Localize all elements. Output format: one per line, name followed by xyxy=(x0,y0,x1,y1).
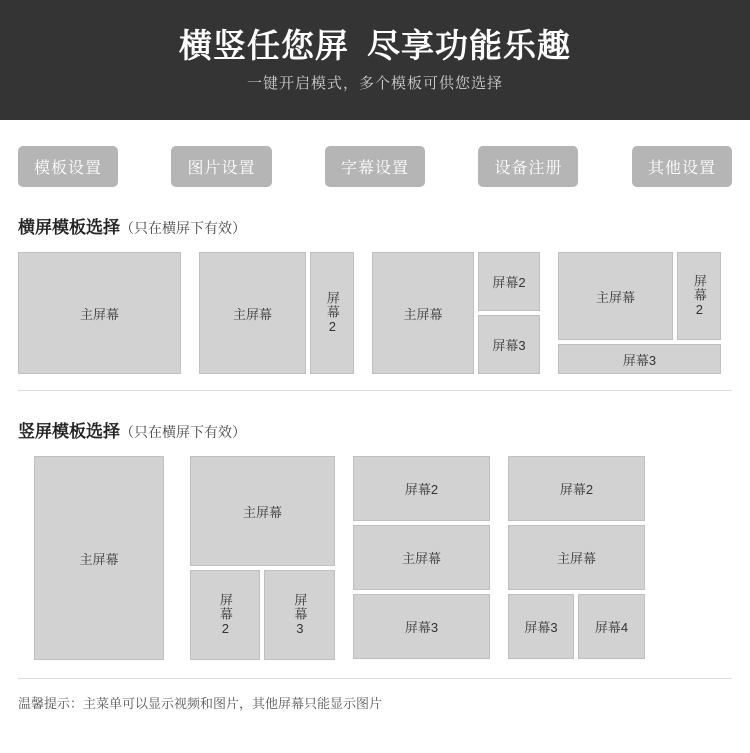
tip-text: 温馨提示：主菜单可以显示视频和图片，其他屏幕只能显示图片 xyxy=(18,696,383,711)
page-subtitle: 一键开启模式，多个模板可供您选择 xyxy=(246,75,503,92)
page-title xyxy=(179,29,571,62)
portrait-template-row xyxy=(18,456,732,660)
portrait-tpl2-screen2[interactable] xyxy=(190,570,260,660)
landscape-tpl2-screen2-label: 屏幕2 xyxy=(324,291,340,335)
portrait-tpl2-main[interactable]: 主屏幕 xyxy=(190,456,335,566)
landscape-template-2[interactable] xyxy=(199,252,354,374)
landscape-tpl4-screen3[interactable]: 屏幕3 xyxy=(558,344,721,374)
landscape-tpl2-screen2[interactable] xyxy=(310,252,354,374)
portrait-tpl3-screen2[interactable]: 屏幕2 xyxy=(353,456,490,521)
portrait-section xyxy=(0,417,750,712)
portrait-template-1[interactable] xyxy=(34,456,164,660)
page-header xyxy=(0,0,750,120)
portrait-tpl4-main[interactable]: 主屏幕 xyxy=(508,525,645,590)
tab-device-registration[interactable]: 设备注册 xyxy=(478,146,578,187)
landscape-template-4[interactable] xyxy=(558,252,721,374)
landscape-template-3[interactable] xyxy=(372,252,540,374)
portrait-tpl2-screen3-label: 屏幕3 xyxy=(292,593,308,637)
landscape-section-title xyxy=(18,213,732,238)
portrait-title-text: 竖屏模板选择 xyxy=(18,422,120,441)
landscape-tpl3-screen3[interactable]: 屏幕3 xyxy=(478,315,540,374)
portrait-section-title xyxy=(18,417,732,442)
portrait-tpl2-screen3[interactable] xyxy=(264,570,335,660)
landscape-tpl3-main[interactable]: 主屏幕 xyxy=(372,252,474,374)
bottom-divider xyxy=(18,678,732,679)
landscape-tpl3-screen2[interactable]: 屏幕2 xyxy=(478,252,540,311)
landscape-tpl4-screen2[interactable] xyxy=(677,252,721,340)
portrait-template-2[interactable] xyxy=(190,456,335,660)
landscape-section xyxy=(0,213,750,391)
tab-template-settings[interactable]: 模板设置 xyxy=(18,146,118,187)
portrait-tpl1-main[interactable]: 主屏幕 xyxy=(34,456,164,660)
tab-subtitle-settings[interactable]: 字幕设置 xyxy=(325,146,425,187)
landscape-title-text: 横屏模板选择 xyxy=(18,218,120,237)
page-title-part-2: 尽享功能乐趣 xyxy=(367,27,571,64)
tab-image-settings[interactable]: 图片设置 xyxy=(171,146,271,187)
portrait-title-note: （只在横屏下有效） xyxy=(120,424,246,440)
landscape-title-note: （只在横屏下有效） xyxy=(120,220,246,236)
page-title-part-1: 横竖任您屏 xyxy=(179,27,349,64)
landscape-tpl4-screen2-label: 屏幕2 xyxy=(691,274,707,318)
portrait-tpl4-screen3[interactable]: 屏幕3 xyxy=(508,594,574,659)
section-divider xyxy=(18,390,732,391)
portrait-tpl4-screen2[interactable]: 屏幕2 xyxy=(508,456,645,521)
tab-bar xyxy=(0,120,750,187)
landscape-template-1[interactable] xyxy=(18,252,181,374)
landscape-tpl2-main[interactable]: 主屏幕 xyxy=(199,252,306,374)
landscape-tpl4-main[interactable]: 主屏幕 xyxy=(558,252,673,340)
portrait-template-3[interactable] xyxy=(353,456,490,659)
portrait-tpl4-screen4[interactable]: 屏幕4 xyxy=(578,594,645,659)
landscape-template-row xyxy=(18,252,732,374)
tab-other-settings[interactable]: 其他设置 xyxy=(632,146,732,187)
portrait-tpl2-screen2-label: 屏幕2 xyxy=(217,593,233,637)
landscape-tpl1-main[interactable]: 主屏幕 xyxy=(18,252,181,374)
portrait-template-4[interactable] xyxy=(508,456,645,659)
portrait-tpl3-main[interactable]: 主屏幕 xyxy=(353,525,490,590)
portrait-tpl3-screen3[interactable]: 屏幕3 xyxy=(353,594,490,659)
